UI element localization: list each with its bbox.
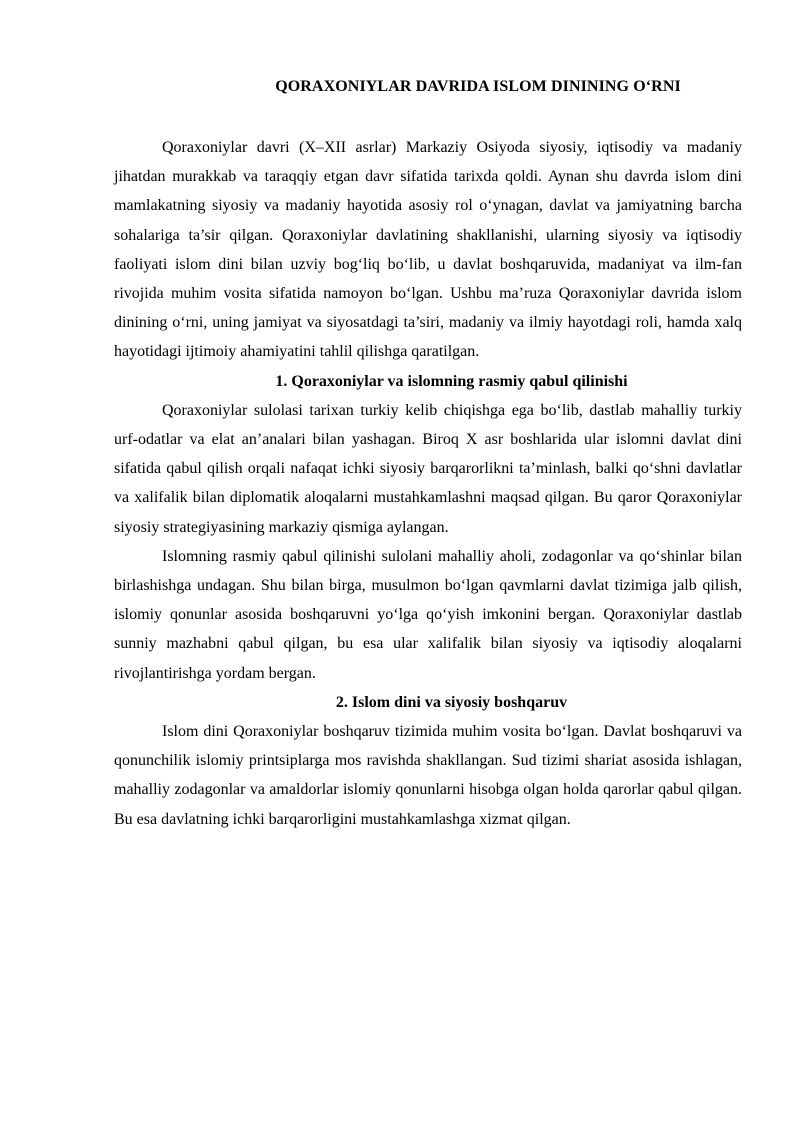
- paragraph: Islom dini Qoraxoniylar boshqaruv tizimida muhim vosita bo‘lgan. Davlat boshqaruvi va qonunchilik islomiy printsiplarga mos ravishda shakllangan. Sud tizimi shariat asosida ishlagan, mahalliy zodagonlar va amaldorlar islomiy qonunlarni hisobga olgan holda qarorlar qabul qilgan. Bu esa davlatning ichki barqarorligini mustahkamlashga xizmat qilgan.: [114, 723, 742, 828]
- section-heading: 1. Qoraxoniylar va islomning rasmiy qabul qilinishi: [275, 372, 628, 390]
- paragraph: Qoraxoniylar sulolasi tarixan turkiy kelib chiqishga ega bo‘lib, dastlab mahalliy turkiy urf-odatlar va elat an’analari bilan yashagan. Biroq X asr boshlarida ular islomni davlat dini sifatida qabul qilish orqali nafaqat ichki siyosiy barqarorlikni ta’minlash, balki qo‘shni davlatlar va xalifalik bilan diplomatik aloqalarni mustahkamlashni maqsad qilgan. Bu qaror Qoraxoniylar siyosiy strategiyasining markaziy qismiga aylangan.: [114, 401, 742, 536]
- section-heading: 2. Islom dini va siyosiy boshqaruv: [335, 693, 568, 711]
- document-title: QORAXONIYLAR DAVRIDA ISLOM DININING O‘RNI: [275, 78, 681, 95]
- intro-paragraph: Qoraxoniylar davri (X–XII asrlar) Markaziy Osiyoda siyosiy, iqtisodiy va madaniy jihatdan murakkab va taraqqiy etgan davr sifatida tarixda qoldi. Aynan shu davrda islom dini mamlakatning siyosiy va madaniy hayotida asosiy rol o‘ynagan, davlat va jamiyatning barcha sohalariga ta’sir qilgan. Qoraxoniylar davlatining shakllanishi, ularning siyosiy va iqtisodiy faoliyati islom dini bilan uzviy bog‘liq bo‘lib, u davlat boshqaruvida, madaniyat va ilm-fan rivojida muhim vosita sifatida namoyon bo‘lgan. Ushbu ma’ruza Qoraxoniylar davrida islom dinining o‘rni, uning jamiyat va siyosatdagi ta’siri, madaniy va ilmiy hayotdagi roli, hamda xalq hayotidagi ijtimoiy ahamiyatini tahlil qilishga qaratilgan.: [114, 139, 742, 361]
- section-1: [114, 367, 742, 688]
- section-2: [114, 688, 742, 834]
- paragraph: Islomning rasmiy qabul qilinishi sulolani mahalliy aholi, zodagonlar va qo‘shinlar bilan birlashishga undagan. Shu bilan birga, musulmon bo‘lgan qavmlarni davlat tizimiga jalb qilish, islomiy qonunlar asosida boshqaruvni yo‘lga qo‘yish imkonini bergan. Qoraxoniylar dastlab sunniy mazhabni qabul qilgan, bu esa ular xalifalik bilan siyosiy va iqtisodiy aloqalarni rivojlantirishga yordam bergan.: [114, 547, 742, 682]
- document-page: [114, 72, 742, 834]
